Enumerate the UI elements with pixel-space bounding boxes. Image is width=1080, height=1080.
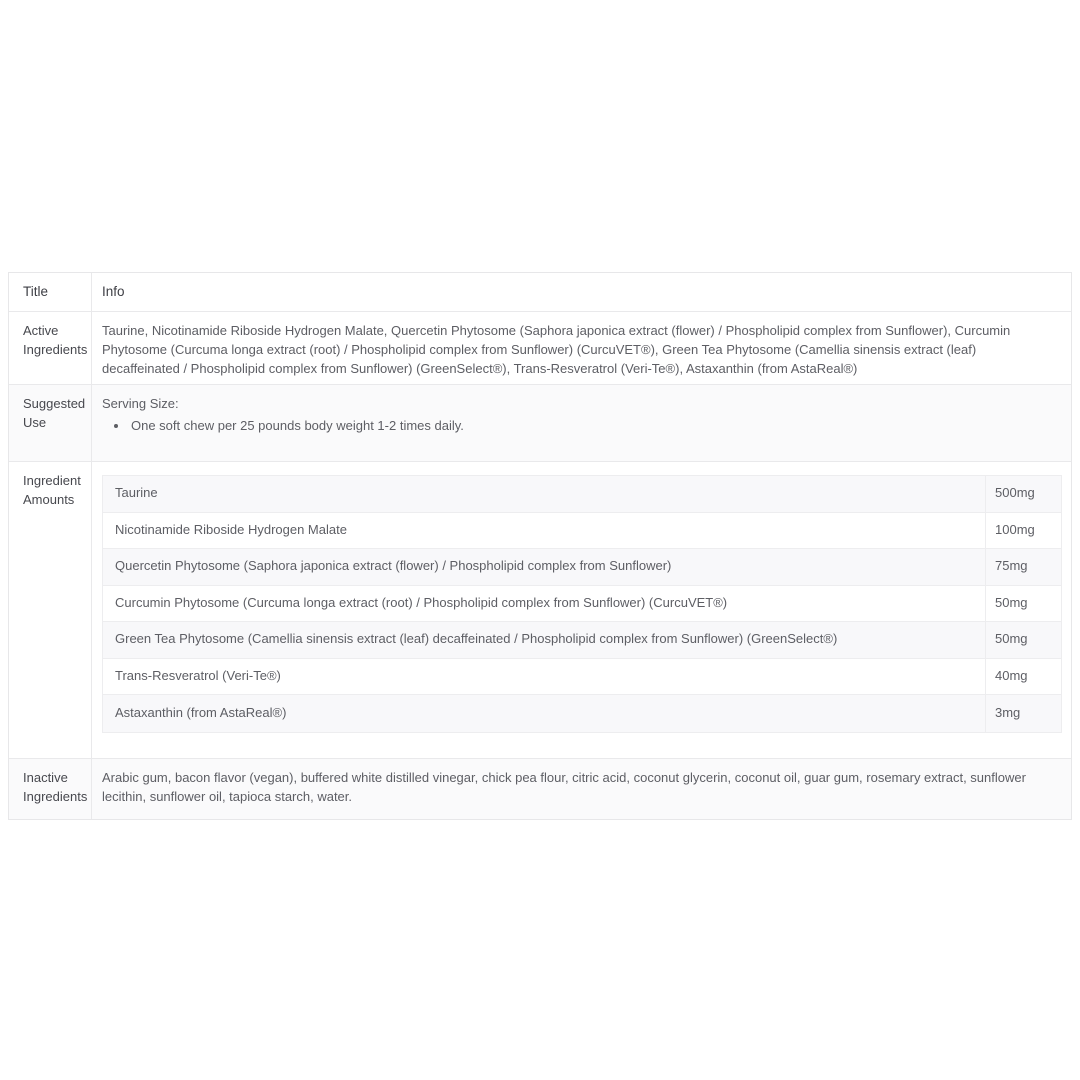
ingredient-name: Quercetin Phytosome (Saphora japonica extract (flower) / Phospholipid complex from Sunflower) [115, 558, 672, 574]
ingredient-name: Trans-Resveratrol (Veri-Te®) [115, 667, 281, 683]
product-info-table [8, 272, 1072, 820]
inactive-ingredients-text: Arabic gum, bacon flavor (vegan), buffered white distilled vinegar, chick pea flour, citric acid, coconut glycerin, coconut oil, guar gum, rosemary extract, sunflower lecithin, sunflower oil, tapioca starch, water. [102, 770, 1026, 804]
ingredient-amount: 50mg [985, 586, 1061, 622]
ingredient-name: Green Tea Phytosome (Camellia sinensis extract (leaf) decaffeinated / Phospholipid complex from Sunflower) (GreenSelect®) [115, 631, 838, 647]
ingredient-amount: 75mg [985, 549, 1061, 585]
active-ingredients-text: Taurine, Nicotinamide Riboside Hydrogen Malate, Quercetin Phytosome (Saphora japonica extract (flower) / Phospholipid complex from Sunflower), Curcumin Phytosome (Curcuma longa extract (root) / Phospholipid complex from Sunflower) (CurcuVET®), Green Tea Phytosome (Camellia sinensis extract (leaf) decaffeinated / Phospholipid complex from Sunflower) (GreenSelect®), Trans-Resveratrol (Veri-Te®), Astaxanthin (from AstaReal®) [102, 323, 1011, 376]
table-row [103, 513, 1061, 550]
table-row [103, 695, 1061, 732]
serving-size-item: • One soft chew per 25 pounds body weight 1-2 times daily. [129, 417, 1057, 436]
ingredient-name: Nicotinamide Riboside Hydrogen Malate [115, 521, 347, 537]
ingredient-amounts-table [102, 475, 1062, 733]
inactive-ingredients-row [9, 758, 1071, 819]
table-row [103, 586, 1061, 623]
ingredient-name: Taurine [115, 485, 158, 501]
table-row [103, 659, 1061, 696]
ingredient-amount: 3mg [985, 695, 1061, 732]
table-row [103, 549, 1061, 586]
table-row [103, 622, 1061, 659]
table-header-row [9, 273, 1071, 311]
suggested-use-content [92, 385, 1071, 461]
ingredient-amounts-label: Ingredient Amounts [9, 462, 92, 758]
ingredient-amounts-content [92, 462, 1071, 758]
table-row [103, 476, 1061, 513]
suggested-use-row [9, 384, 1071, 461]
header-info-col: Info [102, 284, 125, 300]
serving-size-label: Serving Size: [102, 396, 179, 411]
ingredient-amount: 500mg [985, 476, 1061, 512]
ingredient-amount: 100mg [985, 513, 1061, 549]
ingredient-amount: 40mg [985, 659, 1061, 695]
serving-size-list [102, 417, 1057, 436]
inactive-ingredients-label: Inactive Ingredients [9, 759, 92, 819]
ingredient-amounts-row [9, 461, 1071, 758]
active-ingredients-label: Active Ingredients [9, 312, 92, 384]
header-title-col: Title [9, 273, 92, 311]
ingredient-name: Curcumin Phytosome (Curcuma longa extract (root) / Phospholipid complex from Sunflower) (CurcuVET®) [115, 594, 728, 610]
ingredient-amount: 50mg [985, 622, 1061, 658]
ingredient-name: Astaxanthin (from AstaReal®) [115, 704, 287, 720]
suggested-use-label: Suggested Use [9, 385, 92, 461]
active-ingredients-row [9, 311, 1071, 384]
